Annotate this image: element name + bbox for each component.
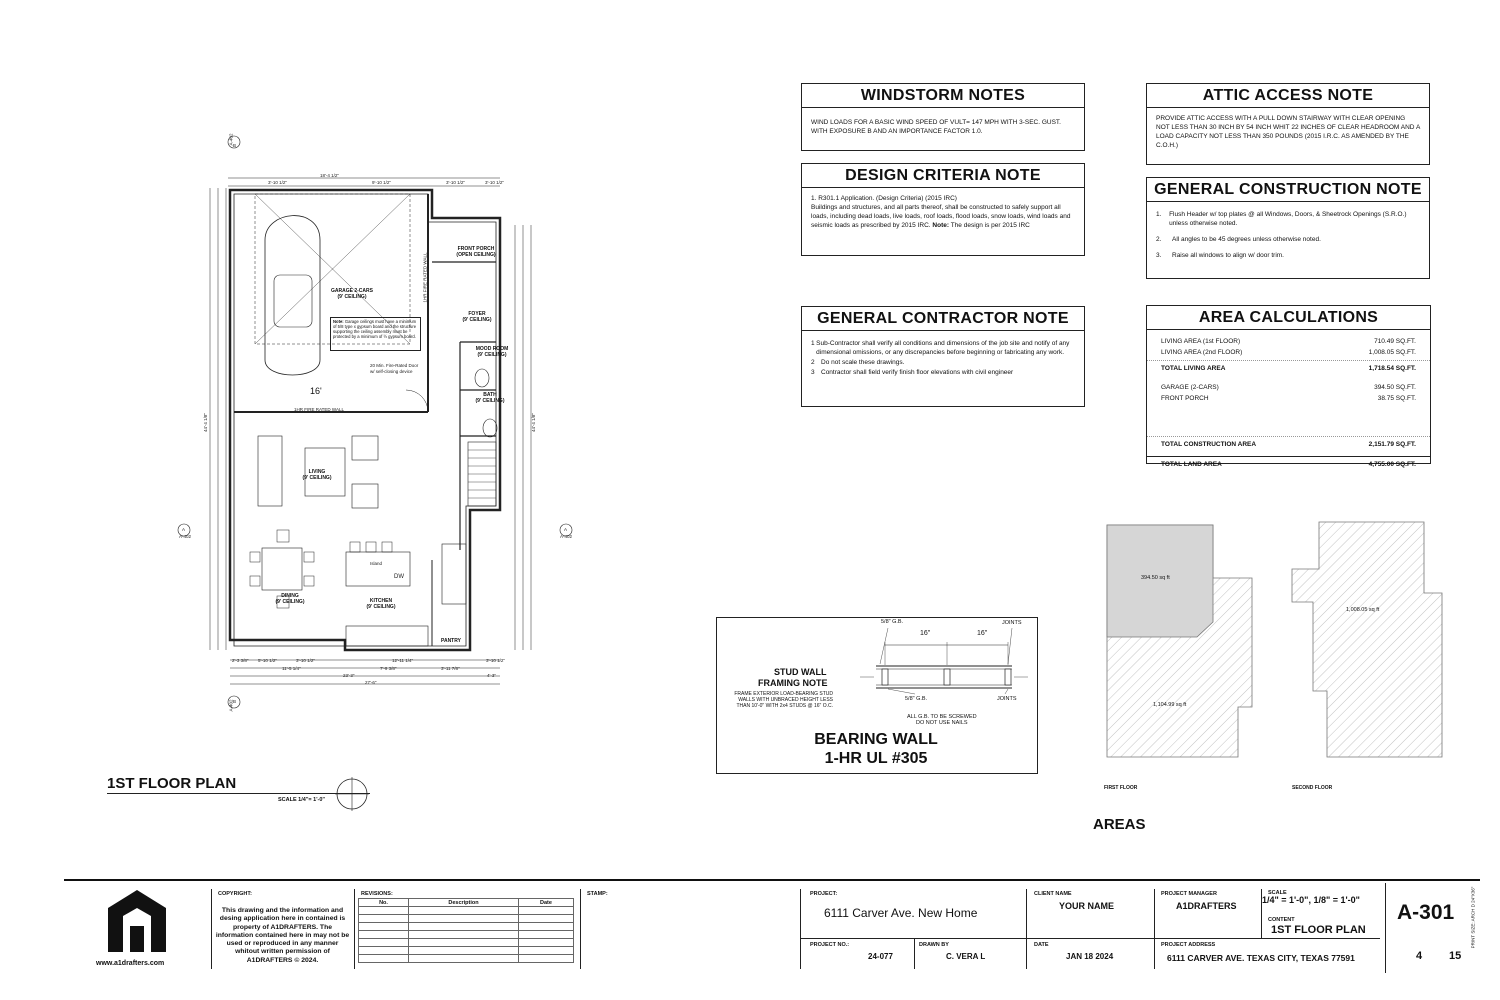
scale-label: SCALE (1268, 890, 1287, 896)
dim-bottom-1: 2'-3 3/8" (232, 658, 249, 663)
area-row: GARAGE (2-CARS) 394.50 SQ.FT. (1161, 384, 1416, 391)
dim-right-overall: 44'-4 1/8" (530, 413, 536, 432)
dim-bottom2-3: 3'-11 7/8" (441, 666, 460, 671)
spacing-1-label: 16" (920, 630, 931, 637)
general-construction-box (1146, 177, 1430, 279)
divider-7 (1154, 889, 1155, 969)
area-calculations-box (1146, 305, 1431, 468)
windstorm-notes-body: WIND LOADS FOR A BASIC WIND SPEED OF VULT= 147 MPH WITH 3-SEC. GUST. WITH EXPOSURE B AND AN IMPORTANCE FACTOR 1.0. (811, 119, 1061, 135)
list-item: 1 Sub-Contractor shall verify all conditions and dimensions of the job site and notify of any dimensional omissions, or any discrepancies before beginning or fabricating any work. (811, 340, 1070, 356)
foyer-label: FOYER (9' CEILING) (462, 311, 492, 323)
floor-plan-title: 1ST FLOOR PLAN (107, 775, 237, 792)
dim-top-1: 3'-10 1/2" (268, 180, 287, 185)
island-label: Island (370, 561, 383, 566)
garage-area-label: 394.50 sq ft (1141, 575, 1170, 581)
project-label: PROJECT: (810, 891, 838, 897)
design-criteria-line1: 1. R301.1 Application. (Design Criteria) (2015 IRC) (811, 195, 957, 202)
floor-plan-scale: SCALE 1/4"= 1'-0" (278, 797, 326, 803)
table-row (359, 923, 574, 931)
client-name-value: YOUR NAME (1059, 901, 1115, 911)
sheet-id: A-301 (1397, 901, 1455, 924)
design-criteria-title: DESIGN CRITERIA NOTE (802, 164, 1084, 188)
table-row (359, 915, 574, 923)
joints-bottom-label: JOINTS (997, 696, 1017, 702)
dim-bottom-4: 12'-11 1/4" (392, 658, 414, 663)
joints-top-label: JOINTS (1002, 620, 1022, 626)
dim-bottom-5: 3'-10 1/2" (486, 658, 505, 663)
project-no-label: PROJECT NO.: (810, 942, 850, 948)
north-arrow-icon (335, 777, 369, 811)
divider-4 (800, 889, 801, 969)
divider-6 (1026, 889, 1027, 969)
dim-overall-top: 18'-4 1/2" (320, 173, 339, 178)
title-row-divider-right (1154, 938, 1380, 939)
dining-label: DINING (9' CEILING) (275, 593, 305, 605)
project-no-value: 24-077 (868, 952, 893, 961)
design-criteria-box (801, 163, 1085, 256)
general-contractor-list (802, 331, 1084, 384)
dim-left-overall: 44'-4 1/8" (202, 413, 208, 432)
stud-wall-title-1: STUD WALL (774, 667, 827, 677)
screw-note-2: DO NOT USE NAILS (916, 720, 968, 726)
area-calculations-title: AREA CALCULATIONS (1147, 306, 1430, 330)
dw-label: DW (394, 574, 404, 580)
sheet-total: 15 (1449, 950, 1462, 962)
front-porch-label: FRONT PORCH (OPEN CEILING) (456, 246, 496, 258)
windstorm-notes-box (801, 83, 1085, 151)
first-floor-label: FIRST FLOOR (1104, 785, 1138, 791)
table-row (359, 907, 574, 915)
revisions-label: REVISIONS: (361, 891, 393, 897)
a1drafters-logo (106, 888, 168, 954)
project-manager-value: A1DRAFTERS (1176, 901, 1237, 911)
dim-top-2: 9'-10 1/2" (372, 180, 391, 185)
divider-3 (580, 889, 581, 969)
dim-bottom-3: 3'-10 1/2" (296, 658, 315, 663)
divider-9 (1385, 883, 1386, 973)
divider-5 (914, 938, 915, 969)
second-floor-outline (1292, 522, 1442, 757)
living-label: LIVING (9' CEILING) (302, 469, 332, 481)
fire-wall-label: 1HR FIRE RATED WALL (294, 407, 345, 412)
sheet-number: 4 (1416, 950, 1423, 962)
area-row: LIVING AREA (1st FLOOR) 710.49 SQ.FT. (1161, 338, 1416, 345)
section-a-left: A (182, 527, 186, 532)
rev-col-date: Date (519, 899, 574, 907)
areas-title: AREAS (1093, 816, 1146, 833)
areas-diagram (1095, 515, 1445, 800)
stud-wall-text: FRAME EXTERIOR LOAD-BEARING STUD WALLS WITH UNBRACED HEIGHT LESS THAN 10'-0" WITH 2x4 STUDS @ 16" O.C. (734, 691, 833, 709)
fire-wall-vertical-label: 1HR FIRE RATED WALL (422, 252, 428, 303)
section-b-top: B (233, 143, 237, 148)
gb-bottom-label: 5/8" G.B. (905, 696, 928, 702)
general-contractor-title: GENERAL CONTRACTOR NOTE (802, 307, 1084, 331)
divider-2 (354, 889, 355, 969)
general-construction-title: GENERAL CONSTRUCTION NOTE (1147, 178, 1429, 202)
date-value: JAN 18 2024 (1066, 952, 1114, 961)
divider-1 (211, 889, 212, 969)
revisions-table (358, 898, 574, 963)
pantry-label: PANTRY (441, 638, 461, 644)
section-ref-left: A-402 (179, 534, 192, 539)
attic-access-body: PROVIDE ATTIC ACCESS WITH A PULL DOWN STAIRWAY WITH CLEAR OPENING NOT LESS THAN 30 INCH BY 54 INCH WHIT 22 INCHES OF CLEAR HEADROOM AND A LOAD CAPACITY NOT LESS THAN 350 POUNDS (2015 I.R.C. AS AMENDED BY THE C.O.H.) (1156, 115, 1420, 149)
bearing-wall-title: BEARING WALL (814, 731, 938, 748)
title-block-top-border (64, 879, 1480, 881)
copyright-label: COPYRIGHT: (218, 891, 252, 897)
attic-access-box (1146, 83, 1430, 165)
attic-access-title: ATTIC ACCESS NOTE (1147, 84, 1429, 108)
garage-label: GARAGE 2-CARS (9' CEILING) (331, 288, 373, 300)
dim-top-4: 3'-10 1/2" (485, 180, 504, 185)
list-item: 3. Raise all windows to align w/ door trim. (1156, 252, 1284, 259)
copyright-text: This drawing and the information and desing application here in contained is property of A1DRAFTERS. The information contained here in may not be used or reproduced in any manner whitout written permission of A1DRAFTERS © 2024. (215, 907, 350, 964)
rev-col-no: No. (359, 899, 409, 907)
dim-bottom2-4: 4'-3" (487, 673, 496, 678)
dim-bottom2-1: 11'-5 1/4" (282, 666, 301, 671)
area-row: FRONT PORCH 38.75 SQ.FT. (1161, 395, 1416, 402)
list-item: 2. All angles to be 45 degrees unless otherwise noted. (1156, 236, 1321, 243)
general-contractor-box (801, 306, 1085, 407)
garage-note: Note: Garage ceilings must have a minimum of 5/8 type x gypsum board and the structure supporting the ceiling assembly must be protected by a minimum of ½ gypsum board. (330, 317, 421, 351)
section-ref-top: A-402 (228, 133, 234, 146)
fire-door-label: 20 Min. Fire-Rated Door w/ self-closing device (370, 363, 419, 374)
section-ref-right: A-402 (560, 534, 573, 539)
mood-room-label: MOOD ROOM (9' CEILING) (475, 346, 509, 358)
dim-bottom2-2: 7'-9 3/8" (380, 666, 397, 671)
garage-area-shape (1107, 525, 1213, 637)
client-name-label: CLIENT NAME (1034, 891, 1072, 897)
project-address-value: 6111 CARVER AVE. TEXAS CITY, TEXAS 77591 (1167, 953, 1355, 963)
drawn-by-label: DRAWN BY (919, 942, 949, 948)
table-row (359, 931, 574, 939)
screw-note-1: ALL G.B. TO BE SCREWED (907, 714, 977, 720)
floor-plan-title-underline (107, 793, 370, 794)
table-row (359, 947, 574, 955)
design-criteria-line2: Buildings and structures, and all parts thereof, shall be constructed to safely support all loads, including dead loads, live loads, roof loads, flood loads, snow loads, wind loads and seismic loads as prescribed by 2015 IRC. Note: The design is per 2015 IRC (811, 204, 1071, 229)
content-label: CONTENT (1268, 917, 1295, 923)
dim-top-3: 3'-10 1/2" (446, 180, 465, 185)
dim-overall-bottom-2: 27'-6" (365, 680, 377, 685)
dim-overall-bottom-1: 23'-3" (343, 673, 355, 678)
dim-bottom-2: 5'-10 1/2" (258, 658, 277, 663)
stud-wall-title-2: FRAMING NOTE (758, 678, 828, 688)
table-row (359, 939, 574, 947)
title-row-divider-left (800, 938, 1026, 939)
area-row-total-living: TOTAL LIVING AREA 1,718.54 SQ.FT. (1147, 360, 1430, 374)
table-row (359, 955, 574, 963)
logo-url[interactable]: www.a1drafters.com (96, 960, 165, 967)
bearing-wall-subtitle: 1-HR UL #305 (824, 750, 928, 767)
project-value: 6111 Carver Ave. New Home (824, 906, 978, 920)
area-row: LIVING AREA (2nd FLOOR) 1,008.05 SQ.FT. (1161, 349, 1416, 356)
date-label: DATE (1034, 942, 1049, 948)
garage-width-label: 16' (310, 386, 322, 396)
list-item: 1. Flush Header w/ top plates @ all Windows, Doors, & Sheetrock Openings (S.R.O.) unless otherwise noted. (1156, 211, 1407, 227)
windstorm-notes-title: WINDSTORM NOTES (802, 84, 1084, 108)
area-calculations-table (1147, 330, 1430, 470)
drawn-by-value: C. VERA L (946, 952, 986, 961)
second-floor-label: SECOND FLOOR (1292, 785, 1333, 791)
gb-top-label: 5/8" G.B. (881, 619, 904, 625)
stamp-label: STAMP: (587, 891, 608, 897)
bath-label: BATH (9' CEILING) (475, 392, 505, 404)
title-row-divider-mid (1026, 938, 1154, 939)
content-value: 1ST FLOOR PLAN (1271, 924, 1366, 936)
floor-plan-drawing (170, 130, 590, 715)
section-b-bottom: B (233, 699, 237, 704)
second-area-label: 1,008.05 sq ft (1346, 607, 1380, 613)
section-a-right: A (564, 527, 568, 532)
print-size-note: PRINT SIZE: ARCH D 24"X36" (1470, 886, 1476, 949)
area-row-total-land: TOTAL LAND AREA 4,755.00 SQ.FT. (1147, 456, 1430, 470)
list-item: 3 Contractor shall field verify finish floor elevations with civil engineer (811, 369, 1014, 376)
area-row-total-construction: TOTAL CONSTRUCTION AREA 2,151.79 SQ.FT. (1147, 436, 1430, 450)
spacing-2-label: 16" (977, 630, 988, 637)
scale-value: 1/4" = 1'-0", 1/8" = 1'-0" (1262, 895, 1360, 905)
rev-col-description: Description (409, 899, 519, 907)
kitchen-label: KITCHEN (9' CEILING) (366, 598, 396, 610)
project-manager-label: PROJECT MANAGER (1161, 891, 1217, 897)
general-construction-list (1147, 202, 1429, 273)
project-address-label: PROJECT ADDRESS (1161, 942, 1216, 948)
first-area-label: 1,104.99 sq ft (1153, 702, 1187, 708)
list-item: 2 Do not scale these drawings. (811, 359, 905, 366)
section-ref-bottom: A-402 (228, 699, 234, 712)
